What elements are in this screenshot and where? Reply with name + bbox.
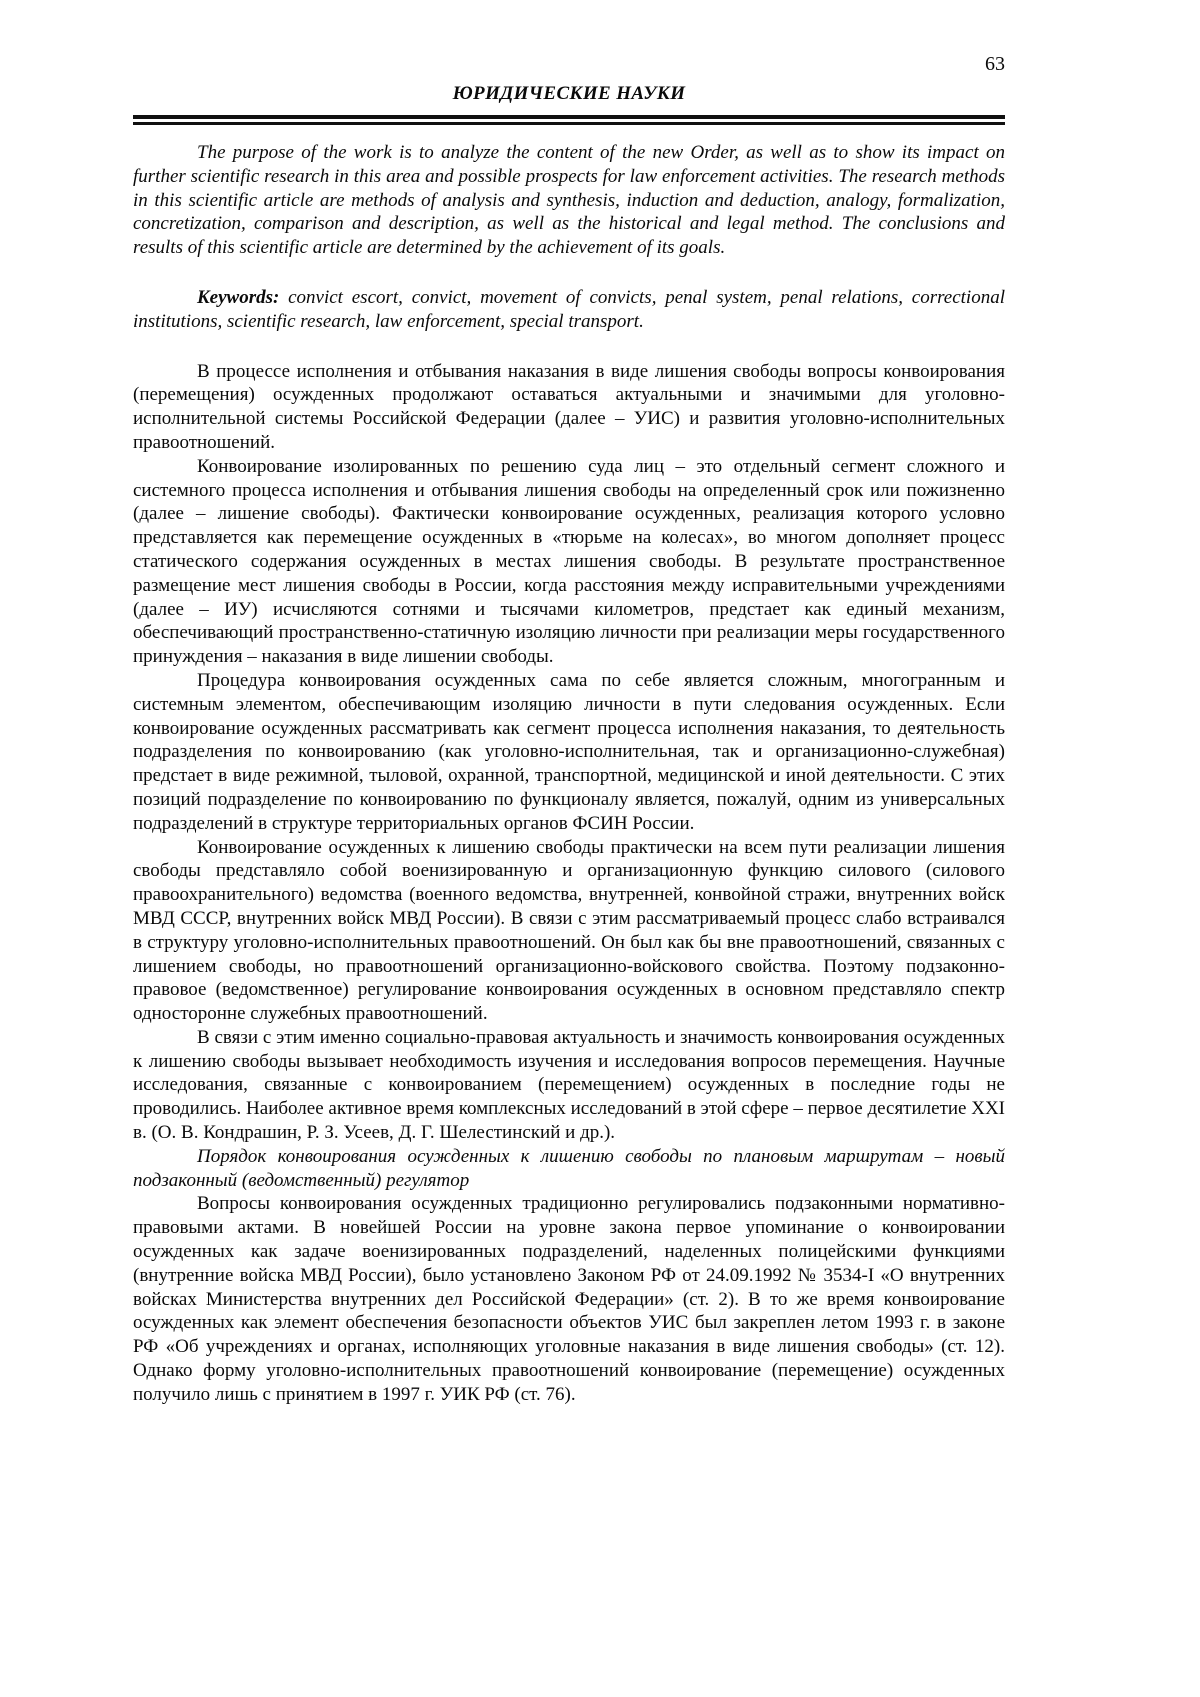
section-header: ЮРИДИЧЕСКИЕ НАУКИ [452,83,686,104]
header-rule [133,115,1005,125]
body-paragraph-4: Конвоирование осужденных к лишению свободы практически на всем пути реализации лишения свободы представляло собой военизированную и организационную функцию силового (силового правоохранительного) ведомства (военного ведомства, внутренней, конвойной стражи, внутренних войск МВД СССР, внутренних войск МВД России). В связи с этим рассматриваемый процесс слабо встраивался в структуру уголовно-исполнительных правоотношений. Он был как бы вне правоотношений, связанных с лишением свободы, но правоотношений организационно-войскового свойства. Поэтому подзаконно-правовое (ведомственное) регулирование конвоирования осужденных в основном представляло спектр односторонне служебных правоотношений. [133,836,1005,1025]
body-paragraph-3: Процедура конвоирования осужденных сама по себе является сложным, многогранным и системным элементом, обеспечивающим изоляцию личности в пути следования осужденных. Если конвоирование осужденных рассматривать как сегмент процесса исполнения наказания, то деятельность подразделения по конвоированию (как уголовно-исполнительная, так и организационно-служебная) предстает в виде режимной, тыловой, охранной, транспортной, медицинской и иной деятельности. С этих позиций подразделение по конвоированию по функционалу является, пожалуй, одним из универсальных подразделений в структуре территориальных органов ФСИН России. [133,669,1005,834]
abstract-paragraph: The purpose of the work is to analyze the content of the new Order, as well as to show its impact on further scientific research in this area and possible prospects for law enforcement activities. The research methods in this scientific article are methods of analysis and synthesis, induction and deduction, analogy, formalization, concretization, comparison and description, as well as the historical and legal method. The conclusions and results of this scientific article are determined by the achievement of its goals. [133,142,1005,259]
body-subheading-italic: Порядок конвоирования осужденных к лишению свободы по плановым маршрутам – новый подзаконный (ведомственный) регулятор [133,1145,1005,1191]
page-content [133,52,1005,1407]
body-paragraph-1: В процессе исполнения и отбывания наказания в виде лишения свободы вопросы конвоирования (перемещения) осужденных продолжают оставаться актуальными и значимыми для уголовно-исполнительной системы Российской Федерации (далее – УИС) и развития уголовно-исполнительных правоотношений. [133,360,1005,453]
body-paragraph-5: В связи с этим именно социально-правовая актуальность и значимость конвоирования осужденных к лишению свободы вызывает необходимость изучения и исследования вопросов перемещения. Научные исследования, связанные с конвоированием (перемещением) осужденных в последние годы не проводились. Наиболее активное время комплексных исследований в этой сфере – первое десятилетие XXI в. (О. В. Кондрашин, Р. З. Усеев, Д. Г. Шелестинский и др.). [133,1026,1005,1144]
page-number: 63 [985,53,1005,75]
keywords-text: convict escort, convict, movement of convicts, penal system, penal relations, correctional institutions, scientific research, law enforcement, special transport. [133,286,1005,332]
keywords-paragraph [133,286,1005,334]
body-paragraph-2: Конвоирование изолированных по решению суда лиц – это отдельный сегмент сложного и системного процесса исполнения и отбывания лишения свободы на определенный срок или пожизненно (далее – лишение свободы). Фактически конвоирование осужденных, реализация которого условно представляется как перемещение осужденных в «тюрьме на колесах», во многом дополняет процесс статического содержания осужденных в местах лишения свободы. В результате пространственное размещение мест лишения свободы в России, когда расстояния между исправительными учреждениями (далее – ИУ) исчисляются сотнями и тысячами километров, предстает как единый механизм, обеспечивающий пространственно-статичную изоляцию личности при реализации меры государственного принуждения – наказания в виде лишении свободы. [133,455,1005,668]
body-paragraph-7: Вопросы конвоирования осужденных традиционно регулировались подзаконными нормативно-правовыми актами. В новейшей России на уровне закона первое упоминание о конвоировании осужденных как задаче военизированных подразделений, наделенных полицейскими функциями (внутренние войска МВД России), было установлено Законом РФ от 24.09.1992 № 3534-I «О внутренних войсках Министерства внутренних дел Российской Федерации» (ст. 2). В то же время конвоирование осужденных как элемент обеспечения безопасности объектов УИС был закреплен летом 1993 г. в законе РФ «Об учреждениях и органах, исполняющих уголовные наказания в виде лишения свободы» (ст. 12). Однако форму уголовно-исполнительных правоотношений конвоирование (перемещение) осужденных получило лишь с принятием в 1997 г. УИК РФ (ст. 76). [133,1193,1005,1405]
keywords-label: Keywords: [197,286,280,308]
